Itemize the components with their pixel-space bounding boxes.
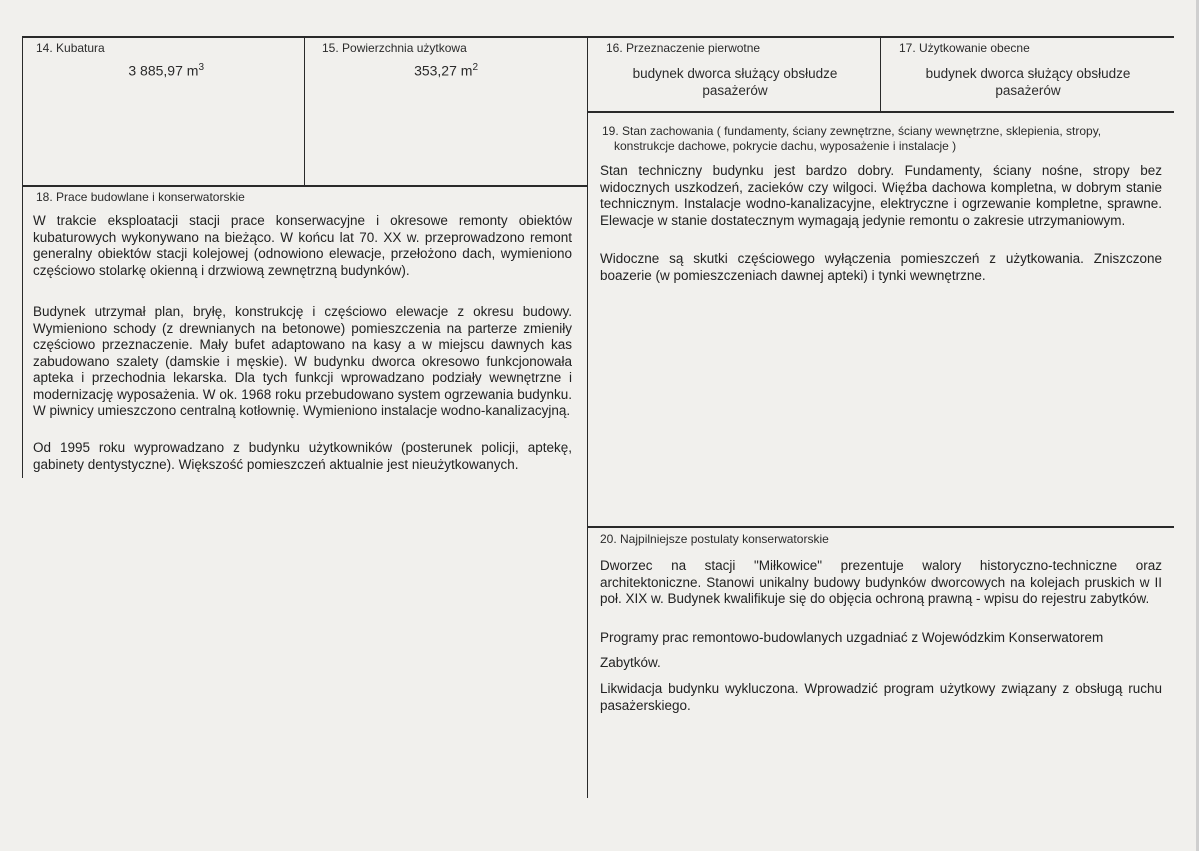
rule-above-18 bbox=[22, 185, 588, 187]
field-18-paragraph-2: Budynek utrzymał plan, bryłę, konstrukcję i częściowo elewacje z okresu budowy. Wymieniono schody (z drewnianych na betonowe) pomieszczenia na parterze zmieniły częściowo przeznaczenie. Mały bufet adaptowano na kasy a w miejscu dawnych kas zabudowano szalety (damskie i męskie). W budynku dworca okresowo funkcjonowała apteka i przechodnia lekarska. Dla tych funkcji wprowadzano podziały wewnętrzne i modernizację wyposażenia. W ok. 1968 roku przebudowano system ogrzewania budynku. W piwnicy umieszczono centralną kotłownię. Wymieniono instalacje wodno-kanalizacyjną. bbox=[33, 304, 572, 418]
field-19-title-line-1: 19. Stan zachowania ( fundamenty, ściany zewnętrzne, ściany wewnętrzne, sklepienia, stropy, bbox=[602, 124, 1102, 138]
field-19-paragraph-2: Widoczne są skutki częściowego wyłączenia pomieszczeń z użytkowania. Zniszczone boazerie (w pomieszczeniach dawnej apteki) i tynki wewnętrzne. bbox=[600, 251, 1162, 283]
field-16-title: 16. Przeznaczenie pierwotne bbox=[606, 41, 761, 55]
field-17-line-1: budynek dworca służący obsłudze bbox=[925, 66, 1131, 81]
field-18-paragraph-3: Od 1995 roku wyprowadzano z budynku użytkowników (posterunek policji, aptekę, gabinety dentystyczne). Większość pomieszczeń aktualnie jest nieużytkowanych. bbox=[33, 440, 572, 472]
center-divider bbox=[587, 36, 588, 798]
field-17-value bbox=[882, 65, 1174, 99]
field-15-number: 353,27 m bbox=[414, 62, 473, 79]
field-14-unit-exponent: 3 bbox=[198, 62, 204, 73]
field-17-title: 17. Użytkowanie obecne bbox=[899, 41, 1030, 55]
field-20-paragraph-3: Zabytków. bbox=[600, 655, 661, 670]
field-20-paragraph-2: Programy prac remontowo-budowlanych uzgadniać z Wojewódzkim Konserwatorem bbox=[600, 630, 1104, 645]
rule-above-20 bbox=[587, 526, 1174, 528]
divider-16-17 bbox=[880, 36, 881, 112]
field-16-line-1: budynek dworca służący obsłudze bbox=[632, 66, 838, 81]
field-18-paragraph-1: W trakcie eksploatacji stacji prace konserwacyjne i okresowe remonty obiektów kubaturowych wykonywano na bieżąco. W końcu lat 70. XX w. przeprowadzono remont generalny obiektów stacji kolejowej (odnowiono elewacje, przełożono dach, wymieniono częściowo stolarkę okienną i drzwiową zewnętrzną budynków). bbox=[33, 213, 572, 278]
field-17-line-2: pasażerów bbox=[995, 83, 1061, 98]
field-19-title-line-2: konstrukcje dachowe, pokrycie dachu, wyposażenie i instalacje ) bbox=[614, 139, 957, 153]
field-16-line-2: pasażerów bbox=[702, 83, 768, 98]
field-20-title: 20. Najpilniejsze postulaty konserwatorskie bbox=[600, 532, 829, 546]
left-border bbox=[22, 36, 23, 478]
field-16-value bbox=[590, 65, 880, 99]
field-19-paragraph-1: Stan techniczny budynku jest bardzo dobry. Fundamenty, ściany nośne, stropy bez widocznych uszkodzeń, zacieków czy wilgoci. Więźba dachowa kompletna, w dobrym stanie technicznym. Instalacje wodno-kanalizacyjne, elektryczne i ogrzewanie kompletne, sprawne. Elewacje w stanie dostatecznym wymagają jedynie remontu o zakresie utrzymaniowym. bbox=[600, 163, 1162, 228]
field-18-title: 18. Prace budowlane i konserwatorskie bbox=[36, 190, 245, 204]
field-19-title bbox=[602, 124, 1162, 154]
field-20-paragraph-1: Dworzec na stacji "Miłkowice" prezentuje walory historyczno-techniczne oraz architektoniczne. Stanowi unikalny budowy budynków dworcowych na kolejach pruskich w II poł. XIX w. Budynek kwalifikuje się do objęcia ochroną prawną - wpisu do rejestru zabytków. bbox=[600, 558, 1162, 606]
field-14-value bbox=[80, 62, 204, 79]
rule-below-16-17 bbox=[587, 111, 1174, 113]
divider-14-15 bbox=[304, 36, 305, 186]
field-14-title: 14. Kubatura bbox=[36, 41, 105, 55]
top-rule bbox=[22, 36, 1174, 38]
field-15-title: 15. Powierzchnia użytkowa bbox=[322, 41, 467, 55]
field-14-number: 3 885,97 m bbox=[128, 62, 199, 79]
field-15-unit-exponent: 2 bbox=[472, 62, 478, 73]
field-15-value bbox=[370, 62, 478, 79]
field-20-paragraph-4: Likwidacja budynku wykluczona. Wprowadzić program użytkowy związany z obsługą ruchu pasażerskiego. bbox=[600, 681, 1162, 713]
